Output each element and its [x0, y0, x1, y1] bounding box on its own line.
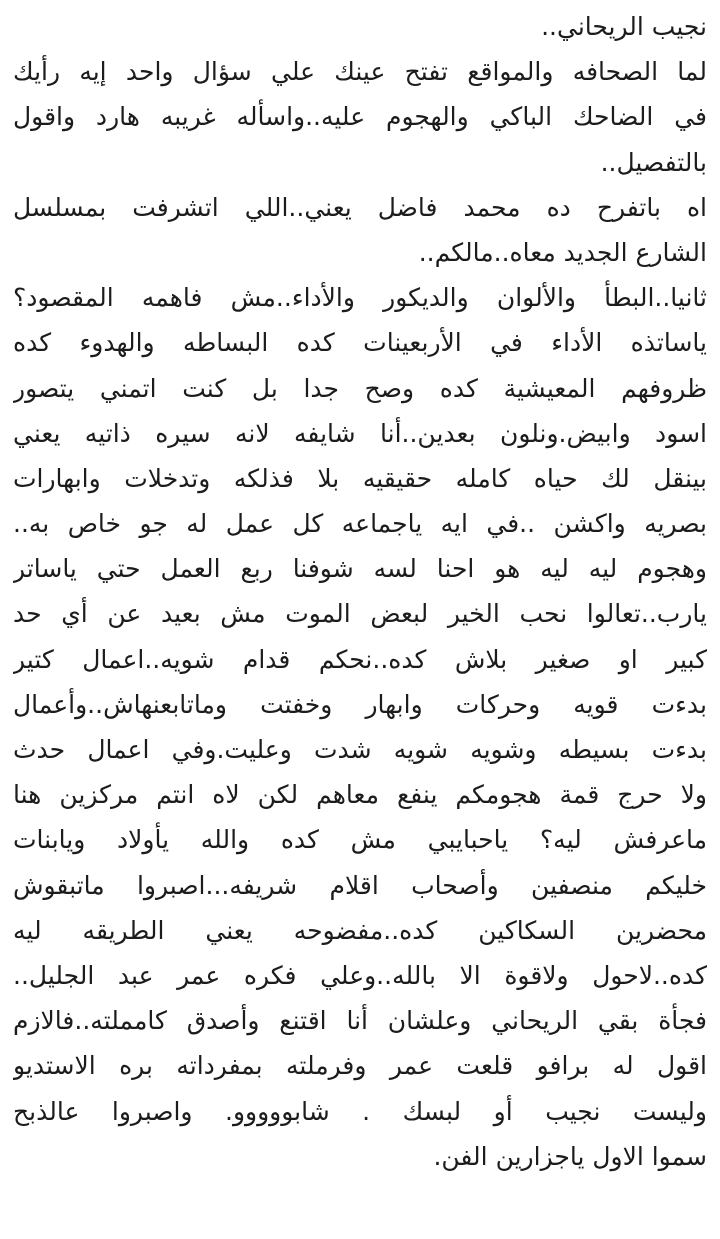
post-line: اسود وابيض.ونلون بعدين..أنا شايفه لانه سيره ذاتيه يعني — [13, 418, 707, 448]
post-line: محضرين السكاكين كده..مفضوحه يعني الطريقه ليه — [13, 915, 707, 945]
post-line: بالتفصيل.. — [600, 147, 707, 177]
post-line: ظروفهم المعيشية كده وصح جدا بل كنت اتمني يتصور — [13, 373, 707, 403]
post-line: كبير او صغير بلاش كده..نحكم قدام شويه..اعمال كتير — [13, 644, 707, 674]
post-line: لما الصحافه والمواقع تفتح عينك علي سؤال واحد إيه رأيك — [13, 57, 707, 87]
post-line: الشارع الجديد معاه..مالكم.. — [418, 237, 707, 267]
post-line: سموا الاول ياجزارين الفن. — [433, 1141, 707, 1171]
post-line: في الضاحك الباكي والهجوم عليه..واسأله غريبه هارد واقول — [13, 102, 707, 132]
post-line: بينقل لك حياه كامله حقيقيه بلا فذلكه وتدخلات وابهارات — [13, 463, 707, 493]
post-line: خليكم منصفين وأصحاب اقلام شريفه...اصبروا ماتبقوش — [13, 870, 707, 900]
post-line: ثانيا..البطأ والألوان والديكور والأداء..مش فاهمه المقصود؟ — [13, 283, 707, 313]
post-line: ياساتذه الأداء في الأربعينات كده البساطه والهدوء كده — [13, 328, 707, 358]
post-line: بدءت بسيطه وشويه شويه شدت وعليت.وفي اعمال حدث — [13, 735, 707, 764]
post-line: فجأة بقي الريحاني وعلشان أنا اقتنع وأصدق كامملته..فالازم — [13, 1006, 707, 1036]
post-line: بدءت قويه وحركات وابهار وخفتت وماتابعنهاش..وأعمال — [13, 689, 707, 719]
post-line: اقول له برافو قلعت عمر وفرملته بمفرداته بره الاستديو — [13, 1051, 707, 1081]
post-line: كده..لاحول ولاقوة الا بالله..وعلي فكره عمر عبد الجليل.. — [13, 960, 707, 990]
post-line: وليست نجيب أو لبسك . شابووووو. واصبروا عالذبح — [13, 1096, 707, 1126]
post-line: ماعرفش ليه؟ ياحبايبي مش كده والله يأولاد ويابنات — [13, 825, 707, 855]
post-line: ولا حرج قمة هجومكم ينفع معاهم لكن لاه انتم مركزين هنا — [13, 780, 707, 810]
post-line: اه باتفرح ده محمد فاضل يعني..اللي اتشرفت بمسلسل — [13, 192, 707, 222]
post-line: وهجوم ليه ليه هو احنا لسه شوفنا ربع العمل حتي ياساتر — [13, 554, 707, 584]
post-line: نجيب الريحاني.. — [541, 12, 707, 41]
post-line: يارب..تعالوا نحب الخير لبعض الموت مش بعيد عن أي حد — [13, 599, 707, 629]
post-line: بصريه واكشن ..في ايه ياجماعه كل عمل له جو خاص به.. — [13, 509, 707, 539]
